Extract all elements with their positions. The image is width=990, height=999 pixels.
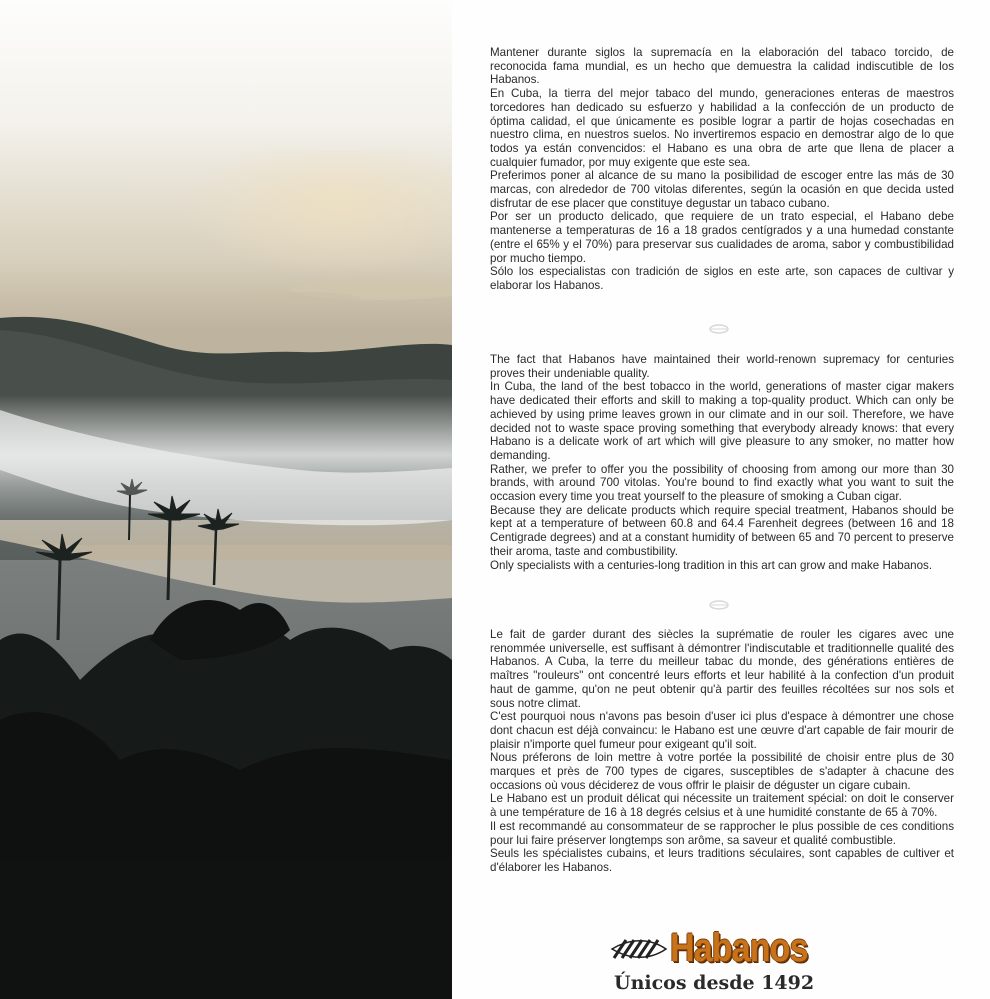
english-paragraph: Only specialists with a centuries-long tradition in this art can grow and make Habanos. <box>490 558 933 572</box>
leaf-divider-icon <box>706 322 732 336</box>
french-paragraph: Nous préferons de loin mettre à votre portée la possibilité de choisir entre plus de 30 marques et près de 700 types de cigares, susceptibles de s'adapter à chacune des occasions où vous déciderez de vous offrir le plaisir de déguster un cigare cubain. <box>490 751 954 792</box>
leaf-divider-icon <box>706 598 732 612</box>
spanish-text-block <box>490 46 954 293</box>
habanos-logo <box>610 926 830 996</box>
french-paragraph: Seuls les spécialistes cubains, et leurs traditions séculaires, sont capables de cultiver et d'élaborer les Habanos. <box>490 847 954 874</box>
brand-name: Habanos <box>670 926 808 970</box>
english-paragraph: The fact that Habanos have maintained their world-renown supremacy for centuries proves their undeniable quality. <box>490 353 954 380</box>
french-paragraph: Le fait de garder durant des siècles la suprématie de rouler les cigares avec une renommée universelle, est suffisant à démontrer l'indiscutable et traditionnelle qualité des Habanos. A Cuba, la terre du meilleur tabac du monde, des générations entières de maîtres "rouleurs" ont concentré leurs efforts et leur habilité à la confection d'un produit haut de gamme, qu'on ne peut obtenir qu'à partir des feuilles récoltées sur nos sols et sous notre climat. <box>490 628 954 710</box>
french-text-block <box>490 628 954 875</box>
english-text-block <box>490 353 954 572</box>
spanish-paragraph: Preferimos poner al alcance de su mano la posibilidad de escoger entre las más de 30 marcas, con alrededor de 700 vitolas diferentes, según la ocasión en que decida usted disfrutar de ese placer que constituye degustar un tabaco cubano. <box>490 169 954 210</box>
tobacco-leaf-icon <box>610 936 668 962</box>
landscape-photo <box>0 0 452 999</box>
english-paragraph: Rather, we prefer to offer you the possibility of choosing from among our more than 30 brands, with around 700 vitolas. You're bound to find exactly what you want to suit the occasion every time you treat yourself to the pleasure of smoking a Cuban cigar. <box>490 462 954 504</box>
french-paragraph: Il est recommandé au consommateur de se rapprocher le plus possible de ces conditions pour lui faire préserver longtemps son arôme, sa saveur et qualité combustible. <box>490 819 954 847</box>
spanish-paragraph: En Cuba, la tierra del mejor tabaco del mundo, generaciones enteras de maestros torcedores han dedicado su esfuerzo y habilidad a la confección de un producto de óptima calidad, el que únicamente es posible lograr a partir de hojas cosechadas en nuestro clima, en nuestros suelos. No invertiremos espacio en demostrar algo de lo que todos ya están convencidos: el Habano es una obra de arte que llena de placer a cualquier fumador, por muy exigente que este sea. <box>490 87 954 169</box>
spanish-paragraph: Mantener durante siglos la supremacía en la elaboración del tabaco torcido, de reconocida fama mundial, es un hecho que demuestra la calidad indiscutible de los Habanos. <box>490 46 954 87</box>
brand-tagline: Únicos desde 1492 <box>614 972 815 994</box>
english-paragraph: In Cuba, the land of the best tobacco in the world, generations of master cigar makers have dedicated their efforts and skill to making a top-quality product. Which can only be achieved by using prime leaves grown in our climate and in our soil. Therefore, we have decided not to waste space proving something that everybody already knows: that every Habano is a delicate work of art which will give pleasure to any smoker, no matter how demanding. <box>490 380 954 462</box>
spanish-paragraph: Por ser un producto delicado, que requiere de un trato especial, el Habano debe mantenerse a temperaturas de 16 a 18 grados centígrados y a una humedad constante (entre el 65% y el 70%) para preservar sus cualidades de aroma, sabor y combustibilidad por mucho tiempo. <box>490 210 954 265</box>
english-paragraph: Because they are delicate products which require special treatment, Habanos should be kept at a temperature of between 60.8 and 64.4 Farenheit degrees (between 16 and 18 Centigrade degrees) and at a constant humidity of between 65 and 70 percent to preserve their aroma, taste and combustibility. <box>490 503 954 558</box>
spanish-paragraph: Sólo los especialistas con tradición de siglos en este arte, son capaces de cultivar y elaborar los Habanos. <box>490 265 954 292</box>
french-paragraph: C'est pourquoi nous n'avons pas besoin d'user ici plus d'espace à démontrer une chose dont chacun est déjà convaincu: le Habano est une œuvre d'art capable de fair mourir de plaisir n'importe quel fumeur pour exigeant qu'il soit. <box>490 710 954 751</box>
french-paragraph: Le Habano est un produit délicat qui nécessite un traitement spécial: on doit le conserver à une température de 16 à 18 degrés celsius et à une humidité constante de 65 à 70%. <box>490 792 954 820</box>
